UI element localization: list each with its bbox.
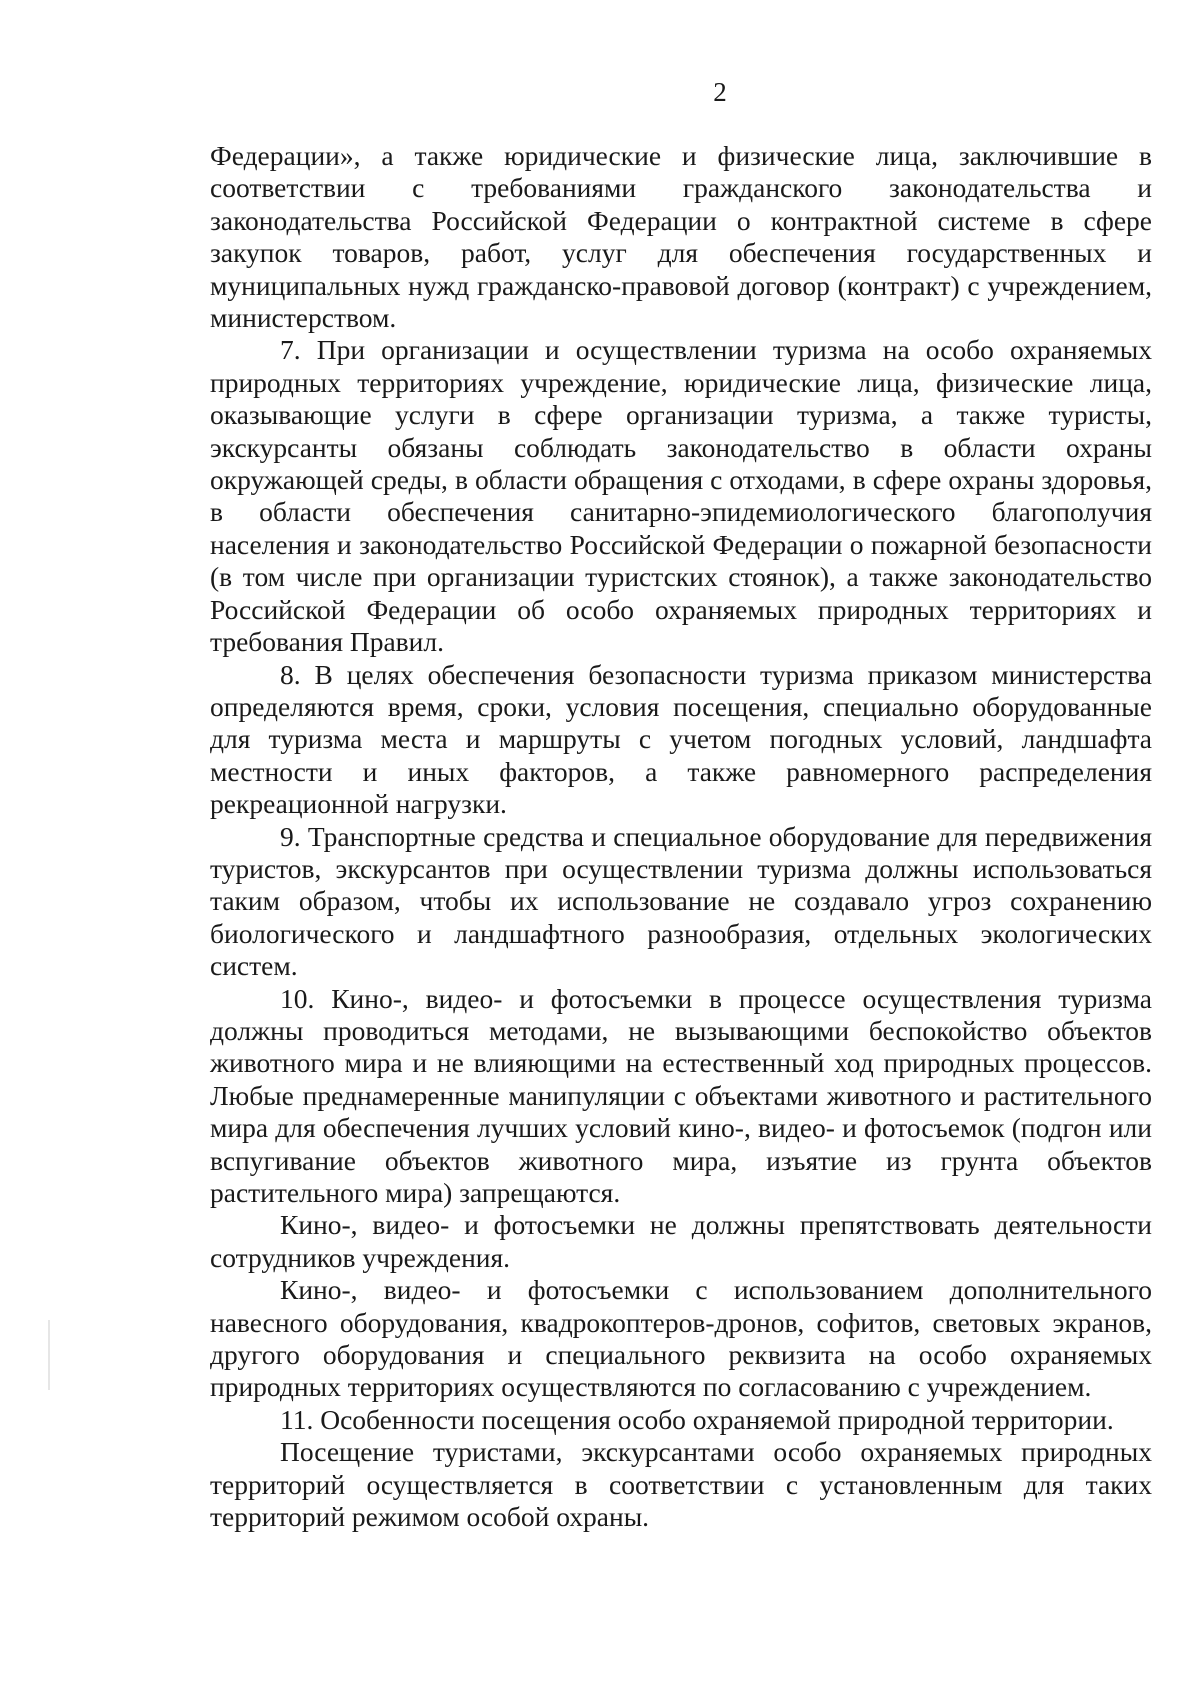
paragraph-item-8: 8. В целях обеспечения безопасности туризма приказом министерства определяются время, сроки, условия посещения, специально оборудованные для туризма места и маршруты с учетом погодных условий, ландшафта местности и иных факторов, а также равномерного распределения рекреационной нагрузки.: [210, 658, 1152, 820]
paragraph-item-10-filming-restriction: Кино-, видео- и фотосъемки не должны препятствовать деятельности сотрудников учреждения.: [210, 1209, 1152, 1273]
paragraph-item-9: 9. Транспортные средства и специальное оборудование для передвижения туристов, экскурсантов при осуществлении туризма должны использоваться таким образом, чтобы их использование не создавало угроз сохранению биологического и ландшафтного разнообразия, отдельных экологических систем.: [210, 820, 1152, 982]
paragraph-item-7: 7. При организации и осуществлении туризма на особо охраняемых природных территориях учреждение, юридические лица, физические лица, оказывающие услуги в сфере организации туризма, а также туристы, экскурсанты обязаны соблюдать законодательство в области охраны окружающей среды, в области обращения с отходами, в сфере охраны здоровья, в области обеспечения санитарно-эпидемиологического благополучия населения и законодательство Российской Федерации о пожарной безопасности (в том числе при организации туристских стоянок), а также законодательство Российской Федерации об особо охраняемых природных территориях и требования Правил.: [210, 334, 1152, 658]
page-number: 2: [713, 77, 727, 107]
document-body: [210, 140, 1152, 1533]
paragraph-item-10-equipment: Кино-, видео- и фотосъемки с использованием дополнительного навесного оборудования, квадрокоптеров-дронов, софитов, световых экранов, другого оборудования и специального реквизита на особо охраняемых природных территориях осуществляются по согласованию с учреждением.: [210, 1274, 1152, 1403]
scan-artifact-line: [48, 1320, 50, 1390]
paragraph-continuation: Федерации», а также юридические и физические лица, заключившие в соответствии с требованиями гражданского законодательства и законодательства Российской Федерации о контрактной системе в сфере закупок товаров, работ, услуг для обеспечения государственных и муниципальных нужд гражданско-правовой договор (контракт) с учреждением, министерством.: [210, 140, 1152, 334]
paragraph-item-10: 10. Кино-, видео- и фотосъемки в процессе осуществления туризма должны проводиться методами, не вызывающими беспокойство объектов животного мира и не влияющими на естественный ход природных процессов. Любые преднамеренные манипуляции с объектами животного и растительного мира для обеспечения лучших условий кино-, видео- и фотосъемок (подгон или вспугивание объектов животного мира, изъятие из грунта объектов растительного мира) запрещаются.: [210, 982, 1152, 1208]
paragraph-item-11: 11. Особенности посещения особо охраняемой природной территории.: [280, 1403, 1114, 1435]
paragraph-item-11-visiting: Посещение туристами, экскурсантами особо охраняемых природных территорий осуществляется в соответствии с установленным для таких территорий режимом особой охраны.: [210, 1436, 1152, 1533]
